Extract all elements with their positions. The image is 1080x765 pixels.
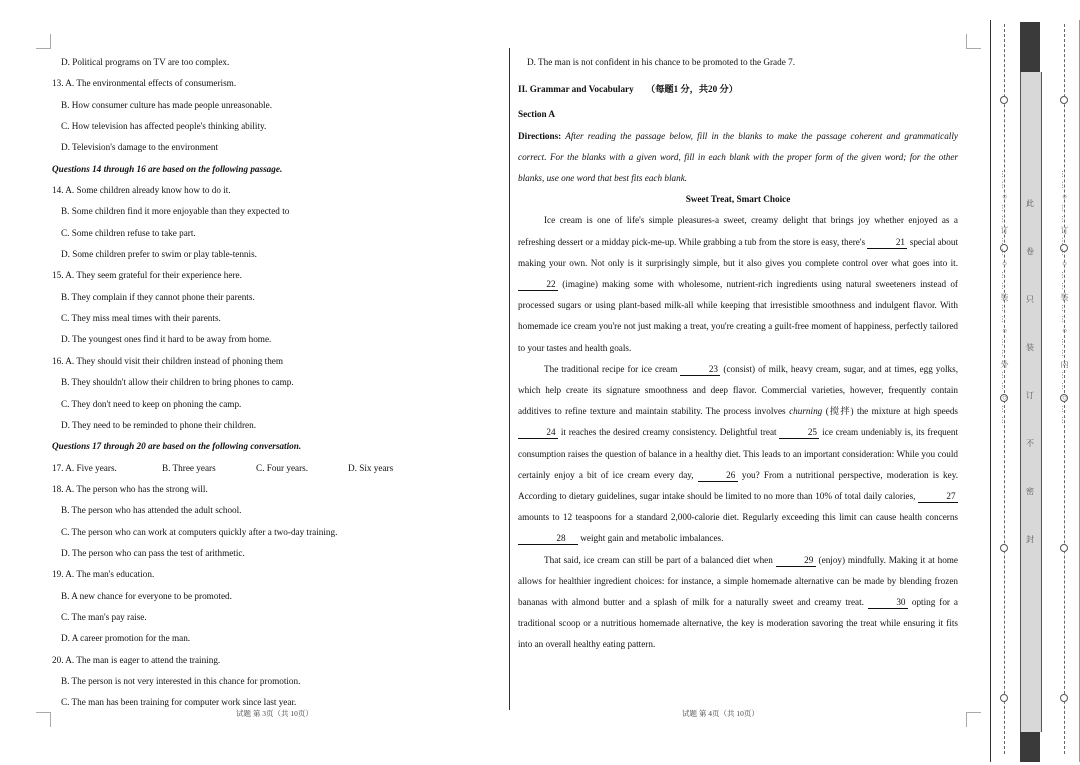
binding-notice-char: 只	[1026, 295, 1034, 304]
answer-option: D. Some children prefer to swim or play table-tennis.	[61, 249, 257, 260]
answer-option: B. The person who has attended the adult school.	[61, 505, 242, 516]
crop-mark-top-left	[36, 34, 51, 49]
q17-option: D. Six years	[348, 462, 394, 473]
q20-option-d: D. The man is not confident in his chance to be promoted to the Grade 7.	[527, 57, 795, 67]
passage-paragraph-2: The traditional recipe for ice cream 23 (consist) of milk, heavy cream, sugar, and at times, egg yolks, which help create its signature smoothness and deep flavor. Commercial varieties, however, frequently contain additives to refine texture and maintain stability. The process involves churning (搅拌) the mixture at high speeds 24 it reaches the desired creamy consistency. Delightful treat 25 ice cream undeniably is, its frequent consumption raises the question of balance in a healthy diet. This leads to an important consideration: While you could certainly enjoy a bit of ice cream every day, 26 you? From a nutritional perspective, moderation is key. According to dietary guidelines, sugar intake should be limited to no more than 10% of total daily calories, 27 amounts to 12 teaspoons for a standard 2,000-calorie diet. Regularly exceeding this limit can cause health concerns 28 weight gain and metabolic imbalances.	[518, 363, 959, 544]
binding-notice-char: 封	[1026, 535, 1034, 544]
answer-option: C. Some children refuse to take part.	[61, 227, 196, 238]
crop-mark-top-right	[966, 34, 981, 49]
answer-option: C. How television has affected people's thinking ability.	[61, 121, 267, 132]
q17-option: B. Three years	[162, 462, 216, 473]
passage-paragraph-1: Ice cream is one of life's simple pleasures-a sweet, creamy delight that brings joy whether enjoyed as a refreshing dessert or a midday pick-me-up. While grabbing a tub from the store is easy, there's 21 special about making your own. Not only is it surprisingly simple, but it also gives you complete control over what goes into it. 22 (imagine) making some with wholesome, nutrient-rich ingredients using natural sweeteners instead of processed sugars or using plant-based milk-all while keeping that irresistible smoothness and indulgent flavor. With homemade ice cream you're not just making a treat, you're creating a guilt-free moment of happiness, perfectly tailored to your tastes and health goals.	[518, 215, 959, 353]
answer-option: B. The person is not very interested in this chance for promotion.	[61, 675, 301, 686]
binding-notice-char: 订	[1026, 391, 1034, 400]
answer-option: C. They don't need to keep on phoning the camp.	[61, 398, 242, 409]
answer-option: B. How consumer culture has made people unreasonable.	[61, 99, 272, 110]
directions-text: After reading the passage below, fill in the blanks to make the passage coherent and grammatically correct. For the blanks with a given word, fill in each blank with the proper form of the given word; for the other blanks, use one word that best fits each blank.	[518, 130, 958, 183]
answer-option: B. They complain if they cannot phone their parents.	[61, 291, 255, 302]
binding-notice-char: 装	[1026, 343, 1034, 352]
answer-option: 15. A. They seem grateful for their experience here.	[52, 270, 242, 281]
answer-option: 16. A. They should visit their children instead of phoning them	[52, 355, 284, 366]
page-footer-right: 试题 第 4页（共 10页）	[682, 709, 759, 718]
answer-option: D. The youngest ones find it hard to be away from home.	[61, 334, 272, 345]
answer-option: D. Political programs on TV are too complex.	[61, 57, 230, 67]
binding-hole-circle	[1000, 694, 1008, 702]
blank-29[interactable]: 29	[776, 555, 816, 567]
blank-30[interactable]: 30	[868, 597, 908, 609]
section-points: （每题1 分，共20 分）	[646, 84, 738, 95]
q17-options-row	[52, 458, 492, 479]
binding-hole-circle	[1000, 96, 1008, 104]
answer-option: B. Some children find it more enjoyable than they expected to	[61, 206, 290, 217]
exam-page-left	[0, 0, 510, 765]
blank-25[interactable]: 25	[779, 427, 819, 439]
answer-option: D. The person who can pass the test of arithmetic.	[61, 547, 245, 558]
passage-paragraph-3: That said, ice cream can still be part of a balanced diet when 29 (enjoy) mindfully. Making it at home allows for healthier ingredient choices: for instance, a simple homemade alternative can be made by blending frozen bananas with almond butter and a splash of milk for a naturally sweet and creamy treat. 30 opting for a traditional scoop or a nutritious homemade alternative, the key is moderation savoring the treat while ensuring it fits into an overall healthy eating pattern.	[518, 554, 959, 650]
directions	[518, 126, 958, 190]
blank-26[interactable]: 26	[698, 470, 738, 482]
answer-option: D. A career promotion for the man.	[61, 633, 191, 644]
binding-band-top	[1020, 22, 1040, 72]
binding-notice-char: 此	[1026, 199, 1034, 208]
binding-text-left: ……○……订……○……装……○……外……○……	[1000, 170, 1009, 427]
q17-option: C. Four years.	[256, 462, 309, 473]
directions-label: Directions:	[518, 130, 562, 141]
section-heading	[518, 79, 958, 100]
blank-27[interactable]: 27	[918, 491, 958, 503]
answer-option: 19. A. The man's education.	[52, 569, 155, 580]
answer-option: B. They shouldn't allow their children to bring phones to camp.	[61, 377, 294, 388]
blank-24[interactable]: 24	[518, 427, 558, 439]
binding-band-middle	[1020, 72, 1042, 732]
grammar-section	[518, 52, 958, 656]
answer-option: D. They need to be reminded to phone their children.	[61, 419, 257, 430]
answer-option: 14. A. Some children already know how to do it.	[52, 185, 231, 196]
answer-option: C. The person who can work at computers quickly after a two-day training.	[61, 526, 338, 537]
binding-hole-circle	[1000, 544, 1008, 552]
answer-option: C. The man has been training for computer work since last year.	[61, 697, 297, 708]
binding-hole-circle	[1060, 544, 1068, 552]
crop-mark-bottom-left	[36, 712, 51, 727]
section-instruction: Questions 17 through 20 are based on the following conversation.	[52, 441, 302, 452]
answer-option: 18. A. The person who has the strong will.	[52, 483, 208, 494]
passage-title: Sweet Treat, Smart Choice	[685, 194, 791, 205]
blank-22[interactable]: 22	[518, 279, 558, 291]
blank-28[interactable]: 28	[518, 533, 578, 545]
answer-option: B. A new chance for everyone to be promoted.	[61, 590, 232, 601]
binding-notice-char: 密	[1026, 487, 1034, 496]
binding-notice-char: 卷	[1026, 247, 1034, 256]
binding-strip	[990, 20, 1078, 765]
blank-23[interactable]: 23	[680, 364, 720, 376]
page-footer-left: 试题 第 3页（共 10页）	[236, 709, 313, 718]
section-heading-title: II. Grammar and Vocabulary	[518, 84, 634, 95]
binding-notice-char: 不	[1026, 439, 1034, 448]
q17-option: 17. A. Five years.	[52, 462, 117, 473]
blank-21[interactable]: 21	[867, 237, 907, 249]
section-instruction: Questions 14 through 16 are based on the following passage.	[52, 163, 283, 174]
binding-band-bottom	[1020, 732, 1040, 762]
answer-option: 20. A. The man is eager to attend the training.	[52, 654, 221, 665]
subsection-title: Section A	[518, 109, 556, 120]
binding-hole-circle	[1060, 96, 1068, 104]
answer-option: C. The man's pay raise.	[61, 611, 147, 622]
crop-mark-bottom-right	[966, 712, 981, 727]
answer-option: C. They miss meal times with their parents.	[61, 313, 221, 324]
answer-option: 13. A. The environmental effects of consumerism.	[52, 78, 237, 89]
binding-text-right: ……○……订……○……装……○……内……○……	[1060, 170, 1069, 427]
binding-hole-circle	[1060, 694, 1068, 702]
answer-option: D. Television's damage to the environment	[61, 142, 218, 153]
listening-options-section	[52, 52, 492, 714]
churning-term: churning	[789, 406, 823, 417]
